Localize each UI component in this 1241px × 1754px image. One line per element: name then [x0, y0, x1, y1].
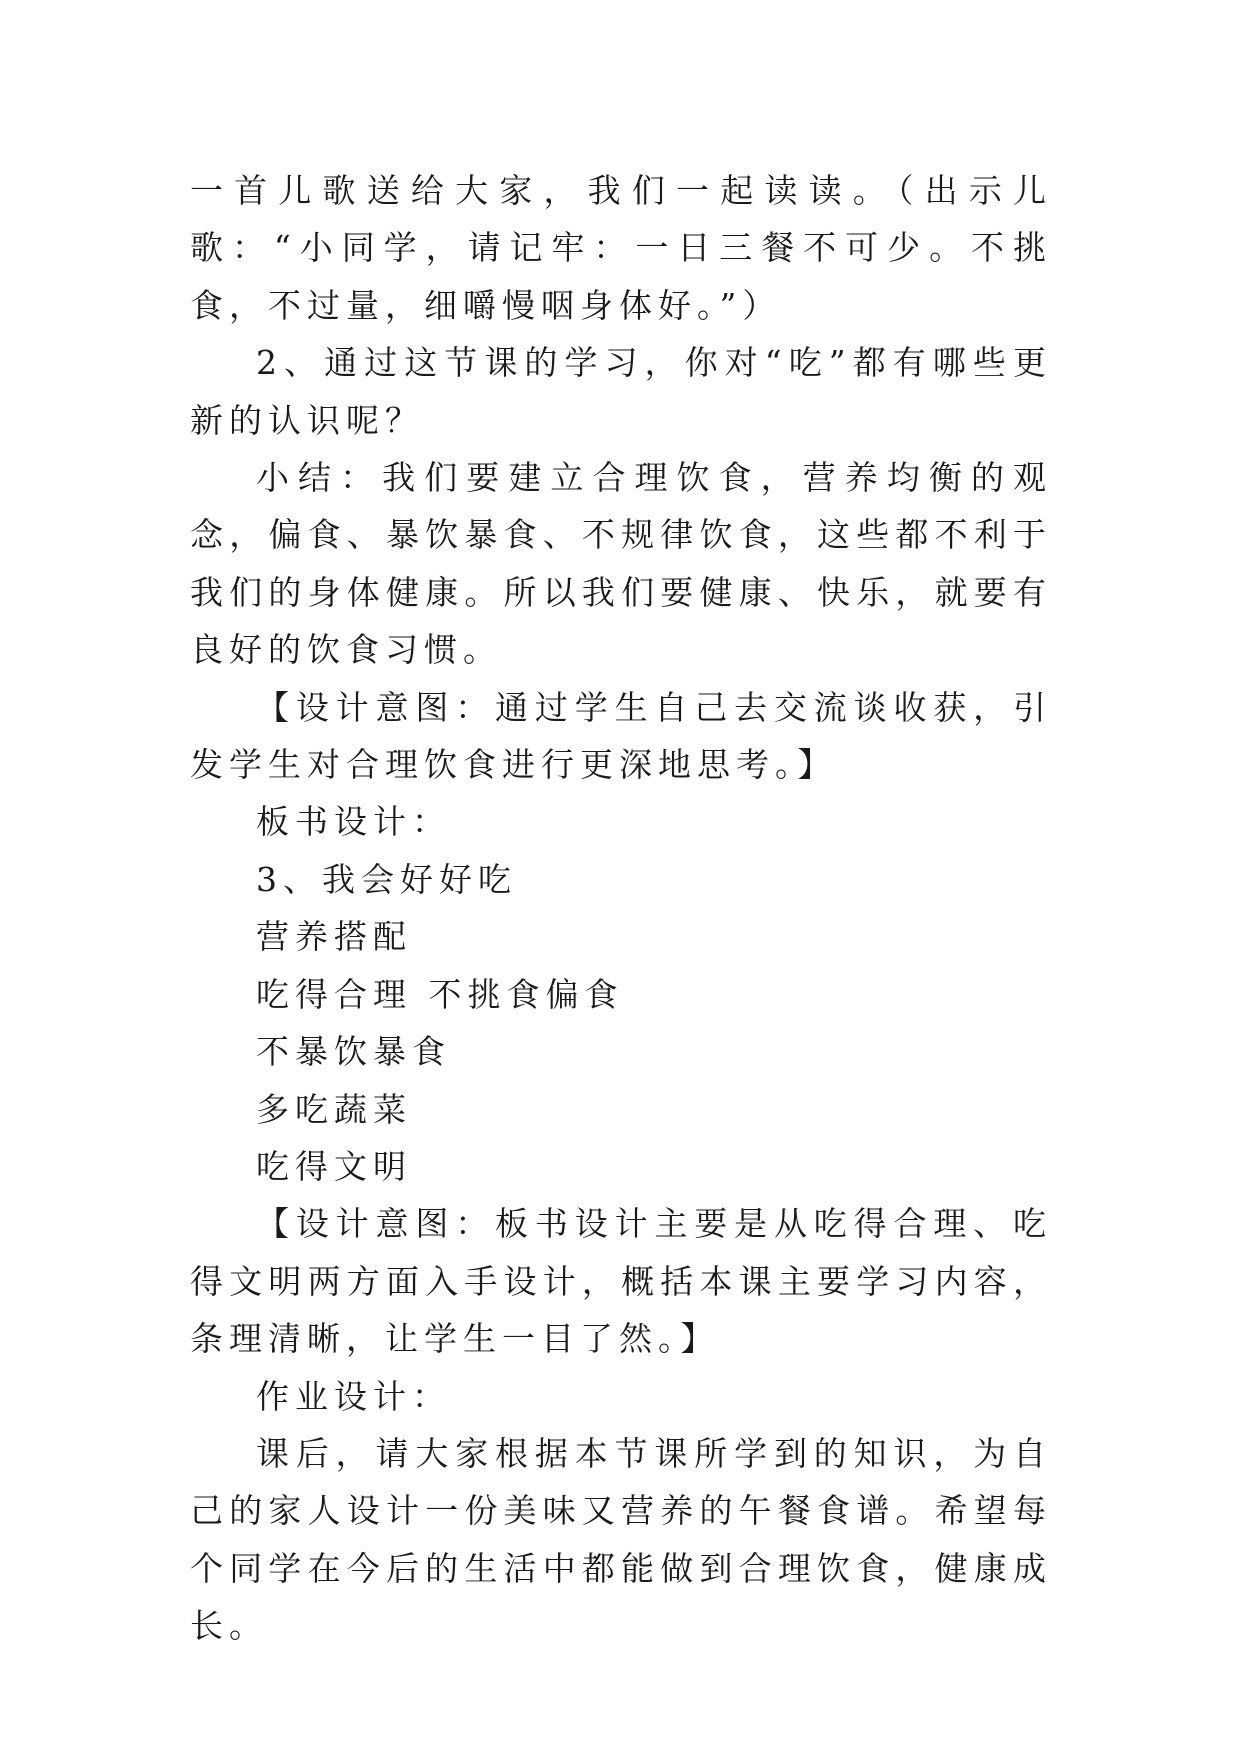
paragraph-design-intent-1: 【设计意图：通过学生自己去交流谈收获，引发学生对合理饮食进行更深地思考。】	[190, 687, 1052, 785]
paragraph-design-intent-2: 【设计意图：板书设计主要是从吃得合理、吃得文明两方面入手设计，概括本课主要学习内容，条理清晰，让学生一目了然。】	[190, 1204, 1052, 1359]
board-item-title: 3、我会好好吃	[256, 859, 517, 899]
board-item-vegetables: 多吃蔬菜	[256, 1089, 412, 1129]
paragraph-homework: 课后，请大家根据本节课所学到的知识，为自己的家人设计一份美味又营养的午餐食谱。希望每个同学在今后的生活中都能做到合理饮食，健康成长。	[190, 1433, 1052, 1646]
board-item-eat-civilly: 吃得文明	[256, 1146, 412, 1186]
board-item-eat-reasonably: 吃得合理 不挑食偏食	[256, 974, 624, 1014]
paragraph-summary: 小结：我们要建立合理饮食，营养均衡的观念，偏食、暴饮暴食、不规律饮食，这些都不利于我们的身体健康。所以我们要健康、快乐，就要有良好的饮食习惯。	[190, 458, 1052, 670]
paragraph-song-intro: 一首儿歌送给大家，我们一起读读。（出示儿歌：“小同学，请记牢：一日三餐不可少。不挑食，不过量，细嚼慢咽身体好。”）	[190, 171, 1052, 325]
paragraph-question-2: 2、通过这节课的学习，你对“吃”都有哪些更新的认识呢？	[190, 343, 1052, 440]
heading-homework-design: 作业设计：	[256, 1376, 451, 1416]
heading-board-design: 板书设计：	[256, 802, 451, 842]
board-item-nutrition: 营养搭配	[256, 917, 412, 957]
board-item-no-overeating: 不暴饮暴食	[256, 1032, 451, 1072]
document-body	[190, 162, 1052, 1655]
